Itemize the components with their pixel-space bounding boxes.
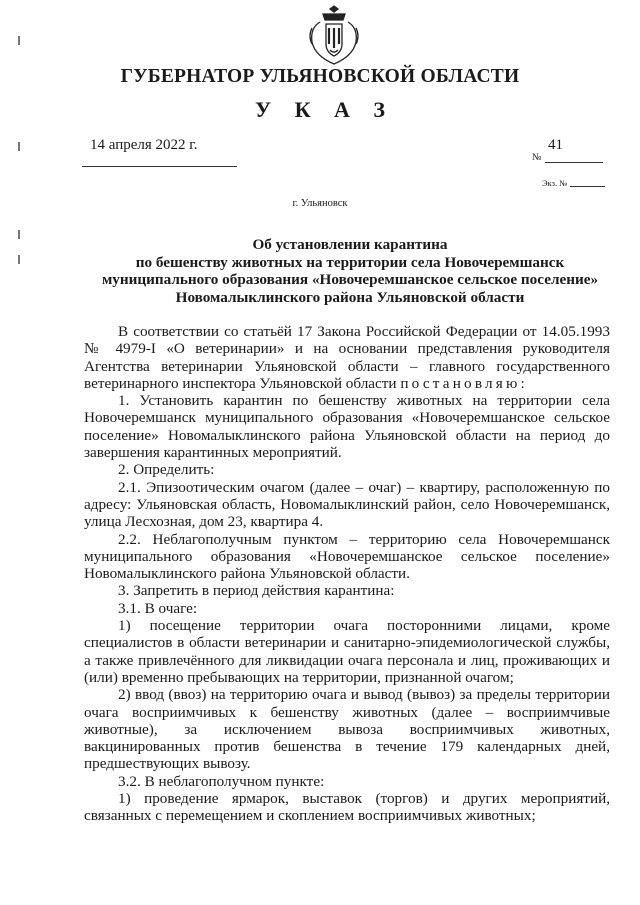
paragraph-3: 3. Запретить в период действия карантина: bbox=[118, 582, 395, 600]
paragraph-2-1: 2.1. Эпизоотическим очагом (далее – очаг) – квартиру, расположенную по адресу: Ульяновская область, Новомалыклинский район, село Новочеремшанск, улица Лесхозная, дом 23, квартира 4. bbox=[84, 478, 610, 531]
paragraph-3-1-2: 2) ввод (ввоз) на территорию очага и вывод (вывоз) за пределы территории очага восприимчивых к бешенству животных (далее – восприимчивые животные), за исключением вывоза восприимчивых животных, вакцинированных против бешенства в течение 179 календарных дней, предшествующих вывозу. bbox=[84, 686, 610, 773]
title-line: муниципального образования «Новочеремшанское сельское поселение» bbox=[101, 271, 599, 288]
scan-mark bbox=[18, 230, 20, 239]
copy-number-label: Экз. № bbox=[542, 178, 568, 188]
title-line: по бешенству животных на территории села Новочеремшанск bbox=[135, 253, 565, 271]
coat-of-arms-emblem bbox=[306, 4, 362, 66]
scan-mark bbox=[18, 255, 20, 264]
paragraph-3-2-1: 1) проведение ярмарок, выставок (торгов) и других мероприятий, связанных с перемещением и скоплением восприимчивых животных; bbox=[84, 790, 610, 825]
paragraph-2: 2. Определить: bbox=[118, 461, 215, 479]
paragraph-3-1-1: 1) посещение территории очага посторонними лицами, кроме специалистов в области ветеринарии и санитарно-эпидемиологической службы, а также привлечённого для ликвидации очага персонала и лиц, проживающих и (или) временно пребывающих на территории, признанной очагом; bbox=[84, 617, 610, 686]
document-number: 41 bbox=[548, 137, 563, 153]
city-name: г. Ульяновск bbox=[292, 198, 348, 209]
number-underline bbox=[545, 162, 603, 163]
document-type: У К А З bbox=[254, 97, 395, 122]
document-date: 14 апреля 2022 г. bbox=[90, 137, 198, 153]
title-line: Новомалыклинского района Ульяновской области bbox=[175, 288, 525, 306]
scan-mark bbox=[18, 142, 20, 151]
preamble-text: В соответствии со статьёй 17 Закона Российской Федерации от 14.05.1993 № 4979-I «О ветеринарии» и на основании представления руководителя Агентства ветеринарии Ульяновской области – главного государственного ветеринарного инспектора Ульяновской области bbox=[84, 323, 610, 392]
preamble-paragraph bbox=[84, 323, 610, 392]
number-label: № bbox=[532, 152, 542, 163]
copy-number-underline bbox=[570, 186, 605, 187]
title-line: Об установлении карантина bbox=[252, 236, 448, 253]
paragraph-3-2: 3.2. В неблагополучном пункте: bbox=[118, 772, 325, 790]
paragraph-1: 1. Установить карантин по бешенству животных на территории села Новочеремшанск муниципального образования «Новочеремшанское сельское поселение» Новомалыклинского района Ульяновской области на период до завершения карантинных мероприятий. bbox=[84, 392, 610, 462]
issuing-authority: ГУБЕРНАТОР УЛЬЯНОВСКОЙ ОБЛАСТИ bbox=[120, 66, 520, 87]
paragraph-3-1: 3.1. В очаге: bbox=[118, 599, 198, 617]
decree-verb: постановляю: bbox=[400, 374, 528, 392]
paragraph-2-2: 2.2. Неблагополучным пунктом – территорию села Новочеремшанск муниципального образования «Новочеремшанское сельское поселение» Новомалыклинского района Ульяновской области. bbox=[84, 530, 610, 583]
date-underline bbox=[82, 166, 237, 167]
decree-title bbox=[70, 236, 630, 306]
scan-mark bbox=[18, 36, 20, 45]
decree-body bbox=[84, 323, 610, 825]
